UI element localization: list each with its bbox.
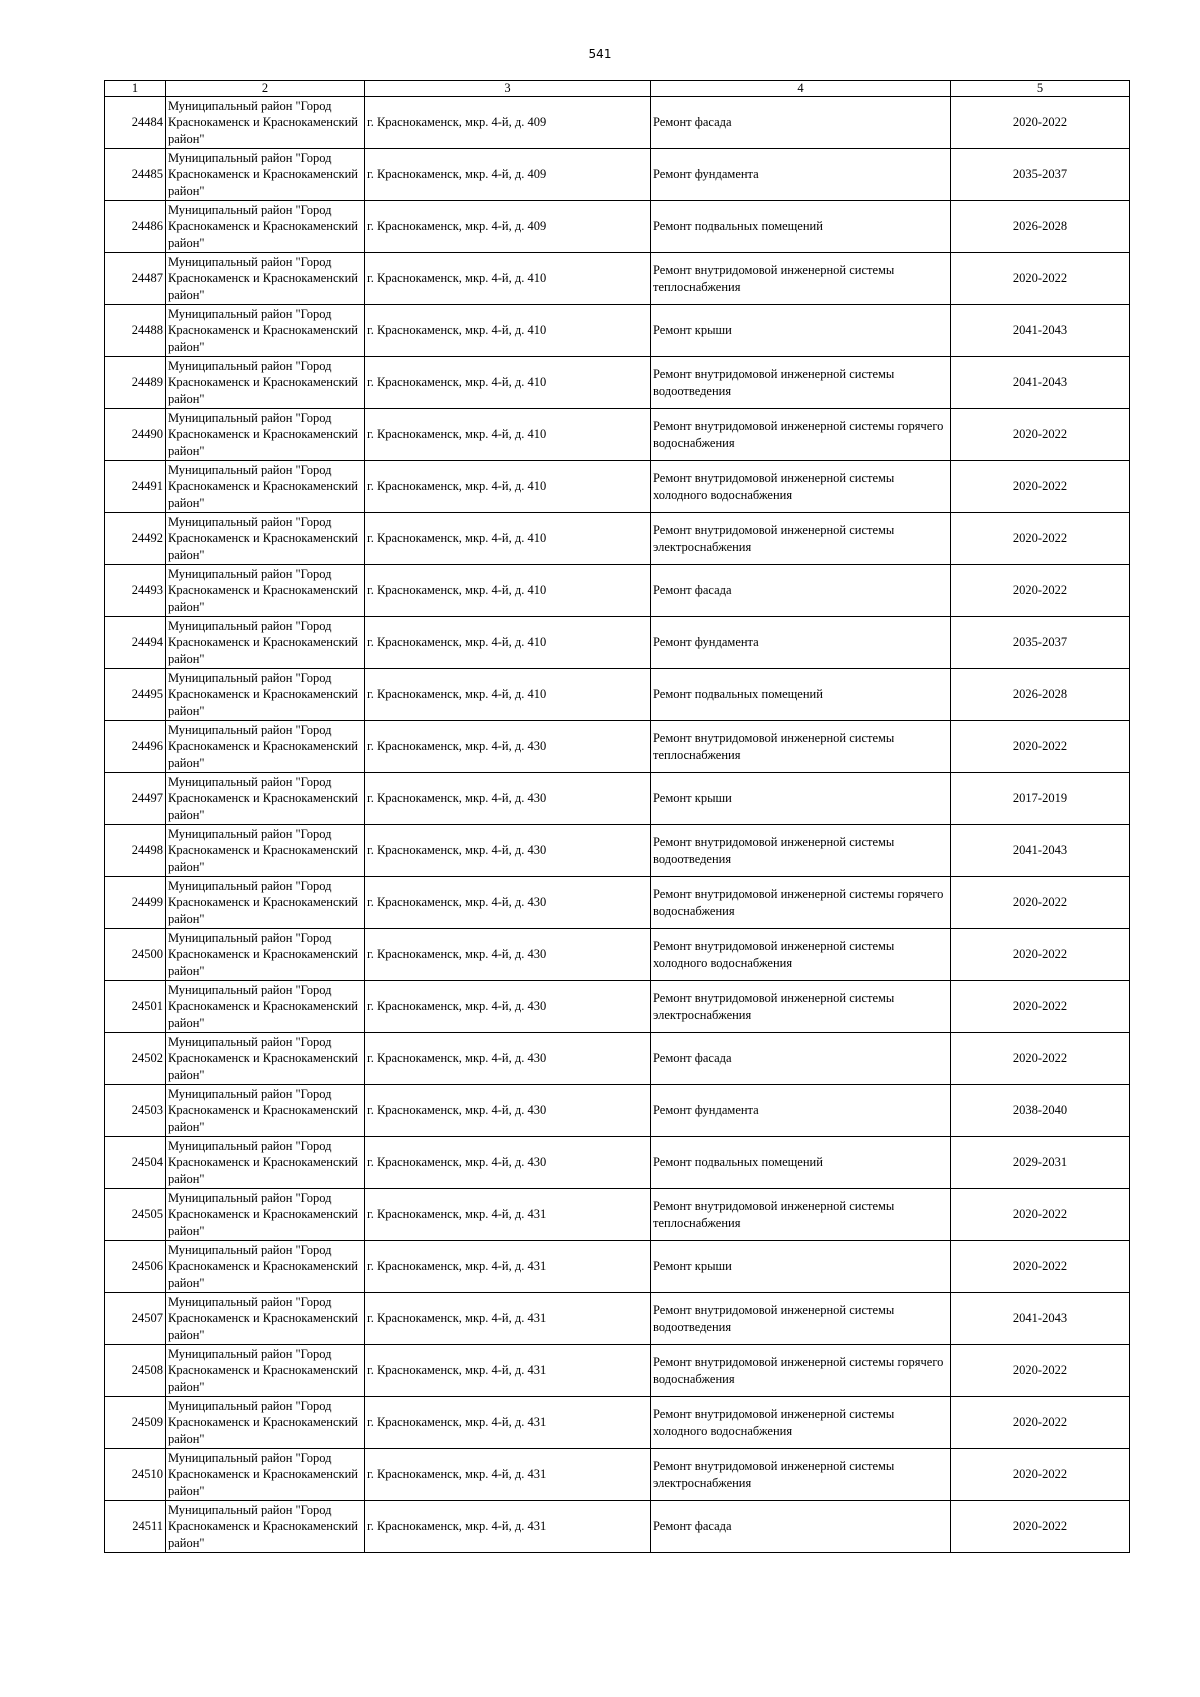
table-row (105, 617, 1130, 669)
row-number: 24485 (105, 149, 166, 201)
period-cell: 2017-2019 (951, 773, 1130, 825)
work-type-cell: Ремонт фасада (651, 1033, 951, 1085)
row-number: 24487 (105, 253, 166, 305)
period-cell: 2020-2022 (951, 1189, 1130, 1241)
address-cell: г. Краснокаменск, мкр. 4-й, д. 430 (365, 1085, 651, 1137)
work-type-cell: Ремонт фасада (651, 565, 951, 617)
row-number: 24501 (105, 981, 166, 1033)
table-row (105, 1085, 1130, 1137)
row-number: 24490 (105, 409, 166, 461)
row-number: 24508 (105, 1345, 166, 1397)
work-type-cell: Ремонт внутридомовой инженерной системы электроснабжения (651, 981, 951, 1033)
table-row (105, 877, 1130, 929)
period-cell: 2020-2022 (951, 409, 1130, 461)
work-type-cell: Ремонт внутридомовой инженерной системы холодного водоснабжения (651, 1397, 951, 1449)
municipality-cell: Муниципальный район "Город Краснокаменск и Краснокаменский район" (166, 877, 365, 929)
table-row (105, 305, 1130, 357)
municipality-cell: Муниципальный район "Город Краснокаменск и Краснокаменский район" (166, 461, 365, 513)
address-cell: г. Краснокаменск, мкр. 4-й, д. 431 (365, 1345, 651, 1397)
table-row (105, 825, 1130, 877)
table-row (105, 1397, 1130, 1449)
address-cell: г. Краснокаменск, мкр. 4-й, д. 431 (365, 1397, 651, 1449)
table-row (105, 773, 1130, 825)
table-row (105, 409, 1130, 461)
header-row (105, 81, 1130, 97)
row-number: 24509 (105, 1397, 166, 1449)
row-number: 24500 (105, 929, 166, 981)
address-cell: г. Краснокаменск, мкр. 4-й, д. 431 (365, 1189, 651, 1241)
period-cell: 2041-2043 (951, 825, 1130, 877)
table-row (105, 565, 1130, 617)
address-cell: г. Краснокаменск, мкр. 4-й, д. 410 (365, 357, 651, 409)
period-cell: 2035-2037 (951, 617, 1130, 669)
row-number: 24510 (105, 1449, 166, 1501)
period-cell: 2041-2043 (951, 357, 1130, 409)
table-row (105, 97, 1130, 149)
row-number: 24486 (105, 201, 166, 253)
period-cell: 2020-2022 (951, 1449, 1130, 1501)
work-type-cell: Ремонт внутридомовой инженерной системы электроснабжения (651, 513, 951, 565)
address-cell: г. Краснокаменск, мкр. 4-й, д. 409 (365, 201, 651, 253)
period-cell: 2026-2028 (951, 201, 1130, 253)
address-cell: г. Краснокаменск, мкр. 4-й, д. 410 (365, 669, 651, 721)
address-cell: г. Краснокаменск, мкр. 4-й, д. 410 (365, 461, 651, 513)
address-cell: г. Краснокаменск, мкр. 4-й, д. 430 (365, 721, 651, 773)
table-row (105, 357, 1130, 409)
municipality-cell: Муниципальный район "Город Краснокаменск и Краснокаменский район" (166, 149, 365, 201)
column-header-2: 2 (166, 81, 365, 97)
period-cell: 2020-2022 (951, 253, 1130, 305)
row-number: 24488 (105, 305, 166, 357)
period-cell: 2020-2022 (951, 1241, 1130, 1293)
table-row (105, 1501, 1130, 1553)
address-cell: г. Краснокаменск, мкр. 4-й, д. 410 (365, 409, 651, 461)
municipality-cell: Муниципальный район "Город Краснокаменск и Краснокаменский район" (166, 1189, 365, 1241)
municipality-cell: Муниципальный район "Город Краснокаменск и Краснокаменский район" (166, 357, 365, 409)
period-cell: 2041-2043 (951, 1293, 1130, 1345)
table-row (105, 1137, 1130, 1189)
table-row (105, 1033, 1130, 1085)
work-type-cell: Ремонт фасада (651, 97, 951, 149)
period-cell: 2020-2022 (951, 1501, 1130, 1553)
address-cell: г. Краснокаменск, мкр. 4-й, д. 430 (365, 929, 651, 981)
work-type-cell: Ремонт фасада (651, 1501, 951, 1553)
work-type-cell: Ремонт крыши (651, 305, 951, 357)
work-type-cell: Ремонт внутридомовой инженерной системы горячего водоснабжения (651, 409, 951, 461)
table-row (105, 981, 1130, 1033)
period-cell: 2020-2022 (951, 929, 1130, 981)
table-row (105, 1449, 1130, 1501)
page-number: 541 (588, 47, 612, 61)
row-number: 24506 (105, 1241, 166, 1293)
municipality-cell: Муниципальный район "Город Краснокаменск и Краснокаменский район" (166, 773, 365, 825)
work-type-cell: Ремонт внутридомовой инженерной системы холодного водоснабжения (651, 929, 951, 981)
municipality-cell: Муниципальный район "Город Краснокаменск и Краснокаменский район" (166, 409, 365, 461)
table-row (105, 1241, 1130, 1293)
row-number: 24499 (105, 877, 166, 929)
municipality-cell: Муниципальный район "Город Краснокаменск и Краснокаменский район" (166, 513, 365, 565)
table-row (105, 929, 1130, 981)
row-number: 24502 (105, 1033, 166, 1085)
period-cell: 2020-2022 (951, 877, 1130, 929)
period-cell: 2029-2031 (951, 1137, 1130, 1189)
table-row (105, 201, 1130, 253)
period-cell: 2020-2022 (951, 461, 1130, 513)
row-number: 24491 (105, 461, 166, 513)
work-type-cell: Ремонт фундамента (651, 1085, 951, 1137)
address-cell: г. Краснокаменск, мкр. 4-й, д. 430 (365, 1033, 651, 1085)
column-header-1: 1 (105, 81, 166, 97)
period-cell: 2020-2022 (951, 513, 1130, 565)
table-row (105, 1345, 1130, 1397)
repair-schedule-table (104, 80, 1130, 1553)
work-type-cell: Ремонт крыши (651, 1241, 951, 1293)
table-header (105, 81, 1130, 97)
municipality-cell: Муниципальный район "Город Краснокаменск и Краснокаменский район" (166, 825, 365, 877)
municipality-cell: Муниципальный район "Город Краснокаменск и Краснокаменский район" (166, 929, 365, 981)
municipality-cell: Муниципальный район "Город Краснокаменск и Краснокаменский район" (166, 1241, 365, 1293)
work-type-cell: Ремонт внутридомовой инженерной системы водоотведения (651, 825, 951, 877)
row-number: 24497 (105, 773, 166, 825)
municipality-cell: Муниципальный район "Город Краснокаменск и Краснокаменский район" (166, 1033, 365, 1085)
municipality-cell: Муниципальный район "Город Краснокаменск и Краснокаменский район" (166, 201, 365, 253)
table-row (105, 721, 1130, 773)
municipality-cell: Муниципальный район "Город Краснокаменск и Краснокаменский район" (166, 669, 365, 721)
period-cell: 2020-2022 (951, 1033, 1130, 1085)
table-row (105, 513, 1130, 565)
period-cell: 2020-2022 (951, 565, 1130, 617)
municipality-cell: Муниципальный район "Город Краснокаменск и Краснокаменский район" (166, 305, 365, 357)
address-cell: г. Краснокаменск, мкр. 4-й, д. 430 (365, 825, 651, 877)
row-number: 24498 (105, 825, 166, 877)
period-cell: 2041-2043 (951, 305, 1130, 357)
work-type-cell: Ремонт внутридомовой инженерной системы водоотведения (651, 1293, 951, 1345)
address-cell: г. Краснокаменск, мкр. 4-й, д. 430 (365, 1137, 651, 1189)
address-cell: г. Краснокаменск, мкр. 4-й, д. 430 (365, 877, 651, 929)
work-type-cell: Ремонт внутридомовой инженерной системы теплоснабжения (651, 1189, 951, 1241)
table-row (105, 669, 1130, 721)
address-cell: г. Краснокаменск, мкр. 4-й, д. 409 (365, 149, 651, 201)
row-number: 24503 (105, 1085, 166, 1137)
row-number: 24504 (105, 1137, 166, 1189)
work-type-cell: Ремонт фундамента (651, 617, 951, 669)
address-cell: г. Краснокаменск, мкр. 4-й, д. 430 (365, 773, 651, 825)
period-cell: 2038-2040 (951, 1085, 1130, 1137)
work-type-cell: Ремонт внутридомовой инженерной системы теплоснабжения (651, 721, 951, 773)
municipality-cell: Муниципальный район "Город Краснокаменск и Краснокаменский район" (166, 1449, 365, 1501)
period-cell: 2020-2022 (951, 1345, 1130, 1397)
municipality-cell: Муниципальный район "Город Краснокаменск и Краснокаменский район" (166, 1345, 365, 1397)
row-number: 24507 (105, 1293, 166, 1345)
address-cell: г. Краснокаменск, мкр. 4-й, д. 431 (365, 1241, 651, 1293)
municipality-cell: Муниципальный район "Город Краснокаменск и Краснокаменский район" (166, 565, 365, 617)
column-header-4: 4 (651, 81, 951, 97)
period-cell: 2026-2028 (951, 669, 1130, 721)
address-cell: г. Краснокаменск, мкр. 4-й, д. 431 (365, 1293, 651, 1345)
row-number: 24496 (105, 721, 166, 773)
municipality-cell: Муниципальный район "Город Краснокаменск и Краснокаменский район" (166, 617, 365, 669)
work-type-cell: Ремонт подвальных помещений (651, 201, 951, 253)
period-cell: 2020-2022 (951, 1397, 1130, 1449)
row-number: 24505 (105, 1189, 166, 1241)
municipality-cell: Муниципальный район "Город Краснокаменск и Краснокаменский район" (166, 1085, 365, 1137)
row-number: 24489 (105, 357, 166, 409)
address-cell: г. Краснокаменск, мкр. 4-й, д. 410 (365, 253, 651, 305)
municipality-cell: Муниципальный район "Город Краснокаменск и Краснокаменский район" (166, 721, 365, 773)
work-type-cell: Ремонт фундамента (651, 149, 951, 201)
column-header-5: 5 (951, 81, 1130, 97)
municipality-cell: Муниципальный район "Город Краснокаменск и Краснокаменский район" (166, 1137, 365, 1189)
work-type-cell: Ремонт внутридомовой инженерной системы горячего водоснабжения (651, 1345, 951, 1397)
municipality-cell: Муниципальный район "Город Краснокаменск и Краснокаменский район" (166, 1501, 365, 1553)
municipality-cell: Муниципальный район "Город Краснокаменск и Краснокаменский район" (166, 1397, 365, 1449)
period-cell: 2020-2022 (951, 97, 1130, 149)
table-row (105, 149, 1130, 201)
work-type-cell: Ремонт крыши (651, 773, 951, 825)
period-cell: 2020-2022 (951, 721, 1130, 773)
work-type-cell: Ремонт подвальных помещений (651, 669, 951, 721)
work-type-cell: Ремонт внутридомовой инженерной системы горячего водоснабжения (651, 877, 951, 929)
address-cell: г. Краснокаменск, мкр. 4-й, д. 410 (365, 617, 651, 669)
row-number: 24493 (105, 565, 166, 617)
work-type-cell: Ремонт внутридомовой инженерной системы холодного водоснабжения (651, 461, 951, 513)
municipality-cell: Муниципальный район "Город Краснокаменск и Краснокаменский район" (166, 253, 365, 305)
work-type-cell: Ремонт подвальных помещений (651, 1137, 951, 1189)
address-cell: г. Краснокаменск, мкр. 4-й, д. 410 (365, 513, 651, 565)
work-type-cell: Ремонт внутридомовой инженерной системы водоотведения (651, 357, 951, 409)
work-type-cell: Ремонт внутридомовой инженерной системы электроснабжения (651, 1449, 951, 1501)
table-row (105, 253, 1130, 305)
row-number: 24494 (105, 617, 166, 669)
work-type-cell: Ремонт внутридомовой инженерной системы теплоснабжения (651, 253, 951, 305)
period-cell: 2035-2037 (951, 149, 1130, 201)
municipality-cell: Муниципальный район "Город Краснокаменск и Краснокаменский район" (166, 1293, 365, 1345)
municipality-cell: Муниципальный район "Город Краснокаменск и Краснокаменский район" (166, 981, 365, 1033)
address-cell: г. Краснокаменск, мкр. 4-й, д. 410 (365, 305, 651, 357)
address-cell: г. Краснокаменск, мкр. 4-й, д. 430 (365, 981, 651, 1033)
address-cell: г. Краснокаменск, мкр. 4-й, д. 410 (365, 565, 651, 617)
table-row (105, 1293, 1130, 1345)
table-row (105, 1189, 1130, 1241)
table-row (105, 461, 1130, 513)
municipality-cell: Муниципальный район "Город Краснокаменск и Краснокаменский район" (166, 97, 365, 149)
row-number: 24495 (105, 669, 166, 721)
row-number: 24492 (105, 513, 166, 565)
table-body (105, 97, 1130, 1553)
address-cell: г. Краснокаменск, мкр. 4-й, д. 431 (365, 1501, 651, 1553)
period-cell: 2020-2022 (951, 981, 1130, 1033)
column-header-3: 3 (365, 81, 651, 97)
address-cell: г. Краснокаменск, мкр. 4-й, д. 409 (365, 97, 651, 149)
address-cell: г. Краснокаменск, мкр. 4-й, д. 431 (365, 1449, 651, 1501)
row-number: 24511 (105, 1501, 166, 1553)
row-number: 24484 (105, 97, 166, 149)
